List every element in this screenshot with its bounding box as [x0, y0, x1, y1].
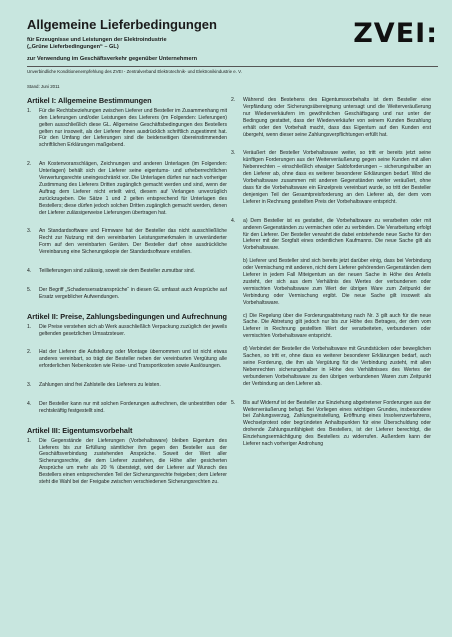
item-text: Hat der Lieferer die Aufstellung oder Montage übernommen und ist nicht etwas anderes vereinbart, so trägt der Besteller neben der vereinbarten Vergütung alle erforderlichen Nebenkosten wie Reise- und Transportkosten sowie Auslösungen. [39, 349, 227, 370]
item-number: 5. [231, 399, 236, 406]
article-3-heading: Artikel III: Eigentumsvorbehalt [27, 425, 133, 435]
item-text: Die Preise verstehen sich ab Werk ausschließlich Verpackung zuzüglich der jeweils geltenden gesetzlichen Umsatzsteuer. [39, 323, 227, 337]
item-number: 1. [27, 437, 32, 444]
item-text-block [39, 382, 227, 395]
sub-item-text: d) Verbindet der Besteller die Vorbehaltsware mit Grundstücken oder beweglichen Sachen, so tritt er, ohne dass es weiterer besonderer Erklärungen bedarf, auch seine Forderung, die ihm als Vergütung für die Verbindung zusteht, mit allen Nebenrechten sicherungshalber in Höhe des Verhältnisses des Wertes der verbundenen Vorbehaltsware zu den übrigen verbundenen Waren zum Zeitpunkt der Verbindung an den Lieferer ab. [243, 346, 431, 387]
item-text-block [39, 401, 227, 421]
divider [27, 66, 438, 67]
item-number: 4. [27, 268, 32, 275]
article-2-items [27, 324, 227, 421]
item-text-block [39, 287, 227, 307]
item-text-block [39, 228, 227, 262]
list-item [27, 228, 227, 262]
item-number: 3. [27, 228, 32, 235]
item-text: Der Begriff „Schadensersatzansprüche“ in diesen GL umfasst auch Ansprüche auf Ersatz vergeblicher Aufwendungen. [39, 287, 227, 300]
item-number: 1. [27, 323, 32, 330]
item-number: 4. [231, 217, 236, 224]
item-text: An Kostenvoranschlägen, Zeichnungen und anderen Unterlagen (im Folgenden: Unterlagen) behält sich der Lieferer seine eigentums- und urheberrechtlichen Verwertungsrechte uneingeschränkt vor. Die Unterlagen dürfen nur nach vorheriger Zustimmung des Lieferers Dritten zugänglich gemacht werden und sind, wenn der Auftrag dem Lieferer nicht erteilt wird, diesem auf Verlangen unverzüglich zurückzugeben. Die Sätze 1 und 2 gelten entsprechend für Unterlagen des Bestellers; diese dürfen jedoch solchen Dritten zugänglich gemacht werden, denen der Lieferer zulässigerweise Lieferungen übertragen hat. [39, 161, 227, 216]
right-column [231, 97, 431, 632]
sub-item-text: c) Die Regelung über die Forderungsabtretung nach Nr. 3 gilt auch für die neue Sache. Die Abtretung gilt jedoch nur bis zur Höhe des Betrages, der dem vom Lieferer in Rechnung gestellten Wert der verarbeiteten, verbundenen oder vermischten Vorbehaltsware entspricht. [243, 312, 431, 340]
item-number: 5. [27, 287, 32, 294]
list-item [27, 382, 227, 395]
item-text-block [39, 161, 227, 222]
subtitle-line-2: („Grüne Lieferbedingungen“ – GL) [27, 44, 119, 50]
list-item [27, 287, 227, 307]
item-text-block [39, 324, 227, 344]
item-text: Zahlungen sind frei Zahlstelle des Lieferers zu leisten. [39, 382, 161, 389]
item-text: Während des Bestehens des Eigentumsvorbehalts ist dem Besteller eine Verpfändung oder Sicherungsübereignung untersagt und die Weiterveräußerung nur Wiederverkäufern im gewöhnlichen Geschäftsgang und nur unter der Bedingung gestattet, dass der Wiederverkäufer von seinem Kunden Bezahlung erhält oder den Vorbehalt macht, dass das Eigentum auf den Kunden erst übergeht, wenn dieser seine Zahlungsverpflichtungen erfüllt hat. [243, 97, 431, 138]
list-item [27, 401, 227, 421]
list-item [27, 108, 227, 155]
list-item [231, 218, 431, 394]
item-text-block [39, 349, 227, 376]
item-text: Bis auf Widerruf ist der Besteller zur Einziehung abgetretener Forderungen aus der Weiterveräußerung befugt. Bei Vorliegen eines wichtigen Grundes, insbesondere bei Zahlungsverzug, Zahlungseinstellung, Eröffnung eines Insolvenzverfahrens, Wechselprotest oder begründeten Anhaltspunkten für eine Überschuldung oder drohende Zahlungsunfähigkeit des Bestellers, ist der Lieferer berechtigt, die Einziehungsermächtigung des Bestellers zu widerrufen. Außerdem kann der Lieferer nach vorheriger Androhung [243, 399, 431, 448]
article-1-items [27, 108, 227, 307]
item-number: 2. [27, 349, 32, 356]
article-2-heading: Artikel II: Preise, Zahlungsbedingungen und Aufrechnung [27, 311, 227, 321]
item-number: 4. [27, 401, 32, 408]
item-text-block [39, 268, 227, 281]
item-text-block [243, 150, 431, 211]
list-item [231, 400, 431, 454]
list-item [27, 349, 227, 376]
list-item [231, 97, 431, 144]
left-column [27, 97, 227, 632]
item-text: a) Dem Besteller ist es gestattet, die Vorbehaltsware zu verarbeiten oder mit anderen Gegenständen zu vermischen oder zu verbinden. Die Verarbeitung erfolgt für den Lieferer. Der Besteller verwahrt die dabei entstehende neue Sache für den Lieferer mit der Sorgfalt eines ordentlichen Kaufmanns. Die neue Sache gilt als Vorbehaltsware. [243, 217, 431, 252]
recommendation-note: Unverbindliche Konditionenempfehlung des ZVEI - Zentralverband Elektrotechnik- und Elektronikindustrie e. V. [27, 69, 242, 74]
item-text: Veräußert der Besteller Vorbehaltsware weiter, so tritt er bereits jetzt seine künftigen Forderungen aus der Weiterveräußerung gegen seine Kunden mit allen Nebenrechten – einschließlich etwaiger Saldoforderungen – sicherungshalber an den Lieferer ab, ohne dass es weiterer besonderer Erklärungen bedarf. Wird die Vorbehaltsware zusammen mit anderen Gegenständen weiter veräußert, ohne dass für die Vorbehaltsware ein Einzelpreis vereinbart wurde, so tritt der Besteller denjenigen Teil der Gesamtpreisforderung an den Lieferer ab, der dem vom Lieferer in Rechnung gestellten Preis der Vorbehaltsware entspricht. [243, 150, 431, 205]
item-text: Für die Rechtsbeziehungen zwischen Lieferer und Besteller im Zusammenhang mit den Lieferungen und/oder Leistungen des Lieferers (im Folgenden: Lieferungen) gelten ausschließlich diese GL. Allgemeine Geschäftsbedingungen des Bestellers gelten nur insoweit, als der Lieferer ihnen ausdrücklich schriftlich zugestimmt hat. Für den Umfang der Lieferungen sind die beiderseitigen übereinstimmenden schriftlichen Erklärungen maßgebend. [39, 107, 227, 149]
item-text-block [243, 97, 431, 144]
item-text-block [243, 400, 431, 454]
list-item [27, 438, 227, 492]
item-text: Teillieferungen sind zulässig, soweit sie dem Besteller zumutbar sind. [39, 268, 196, 275]
item-number: 3. [27, 382, 32, 389]
subtitle-line-1: für Erzeugnisse und Leistungen der Elektroindustrie [27, 37, 167, 43]
list-item [231, 150, 431, 211]
use-line: zur Verwendung im Geschäftsverkehr gegenüber Unternehmern [27, 56, 198, 62]
zvei-logo: ZVEI: [353, 18, 438, 49]
item-text-block [39, 438, 227, 492]
item-number: 3. [231, 150, 236, 157]
list-item [27, 161, 227, 222]
item-text: An Standardsoftware und Firmware hat der Besteller das nicht ausschließliche Recht zur Nutzung mit den vereinbarten Leistungsmerkmalen in unveränderter Form auf den vereinbarten Geräten. Der Besteller darf ohne ausdrückliche Vereinbarung eine Sicherungskopie der Standardsoftware erstellen. [39, 228, 227, 256]
page-title: Allgemeine Lieferbedingungen [27, 17, 217, 32]
item-number: 2. [27, 161, 32, 168]
item-text: Der Besteller kann nur mit solchen Forderungen aufrechnen, die unbestritten oder rechtskräftig festgestellt sind. [39, 401, 227, 414]
list-item [27, 324, 227, 344]
sub-item-text: b) Lieferer und Besteller sind sich bereits jetzt darüber einig, dass bei Verbindung oder Vermischung mit anderen, nicht dem Lieferer gehörenden Gegenständen dem Lieferer in jedem Fall Miteigentum an der neuen Sache in Höhe des Anteils zusteht, der sich aus dem Verhältnis des Wertes der verbundenen oder vermischten Vorbehaltsware zum Wert der übrigen Ware zum Zeitpunkt der Verbindung oder Vermischung ergibt. Die neue Sache gilt insoweit als Vorbehaltsware. [243, 258, 431, 306]
stand-date: Stand: Juni 2011 [27, 84, 60, 89]
article-3-items [27, 438, 227, 492]
item-text-block [39, 108, 227, 155]
list-item [27, 268, 227, 281]
item-number: 1. [27, 107, 32, 114]
article-1-heading: Artikel I: Allgemeine Bestimmungen [27, 97, 152, 105]
item-text: Die Gegenstände der Lieferungen (Vorbehaltsware) bleiben Eigentum des Lieferers bis zur Erfüllung sämtlicher ihm gegen den Besteller aus der Geschäftsverbindung zustehenden Ansprüche. Soweit der Wert aller Sicherungsrechte, die dem Lieferer zustehen, die Höhe aller gesicherten Ansprüche um mehr als 20 % übersteigt, wird der Lieferer auf Wunsch des Bestellers einen entsprechenden Teil der Sicherungsrechte freigeben; dem Lieferer steht die Wahl bei der Freigabe zwischen verschiedenen Sicherungsrechten zu. [39, 437, 227, 486]
item-text-block [243, 218, 431, 394]
article-3-continued-items [231, 97, 431, 454]
item-number: 2. [231, 97, 236, 103]
